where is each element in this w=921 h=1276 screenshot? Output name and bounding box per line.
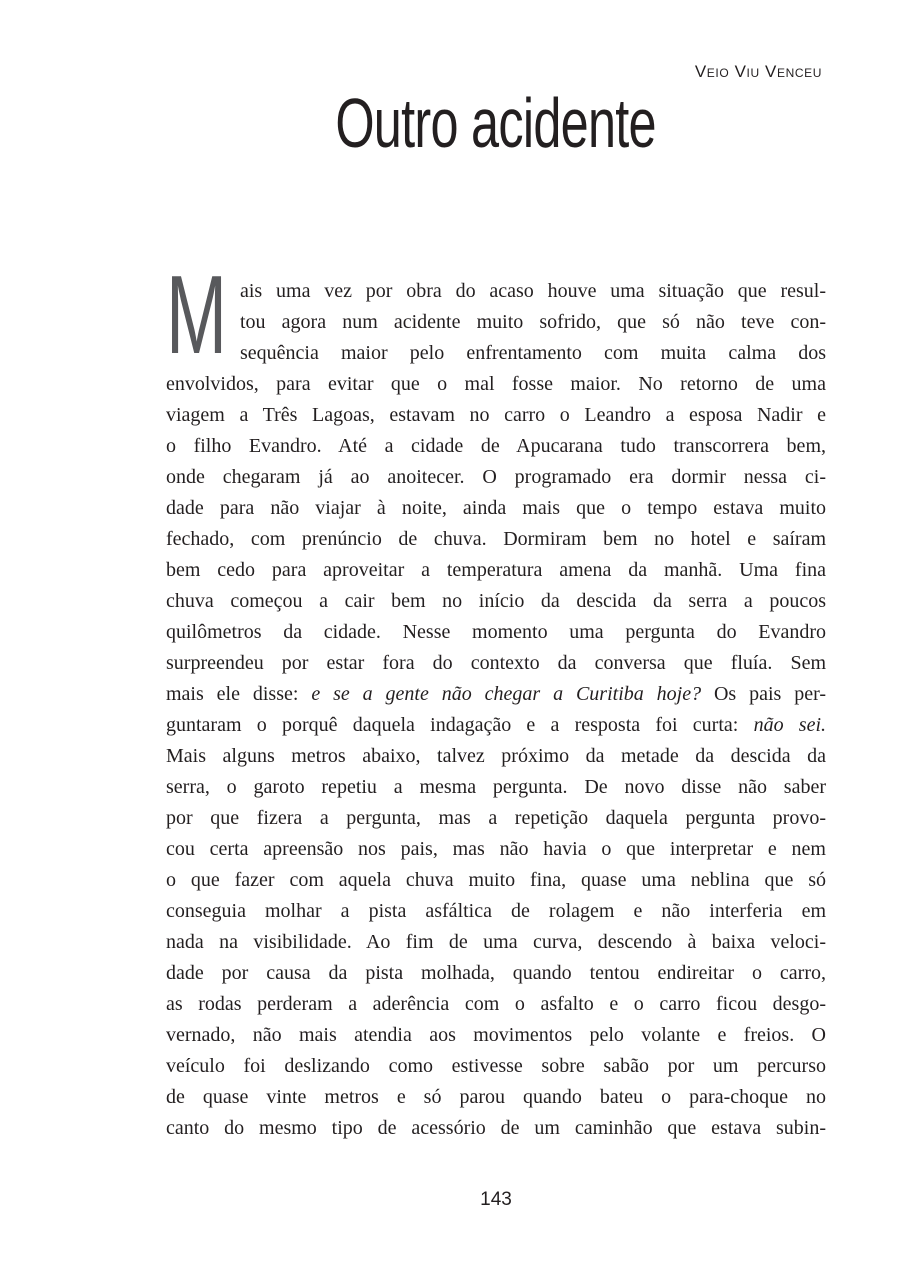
text-line: vernado, não mais atendia aos movimentos pelo volante e freios. O bbox=[166, 1024, 826, 1046]
text-line: mais ele disse: e se a gente não chegar a Curitiba hoje? Os pais per- bbox=[166, 683, 826, 705]
text-line: ais uma vez por obra do acaso houve uma situação que resul- bbox=[240, 280, 826, 302]
page-number: 143 bbox=[480, 1189, 512, 1210]
text-line: veículo foi deslizando como estivesse sobre sabão por um percurso bbox=[166, 1055, 826, 1077]
text-line: guntaram o porquê daquela indagação e a resposta foi curta: não sei. bbox=[166, 714, 826, 736]
text-line: nada na visibilidade. Ao fim de uma curva, descendo à baixa veloci- bbox=[166, 931, 826, 953]
chapter-title bbox=[166, 84, 826, 162]
text-line: Mais alguns metros abaixo, talvez próximo da metade da descida da bbox=[166, 745, 826, 767]
text-line: as rodas perderam a aderência com o asfalto e o carro ficou desgo- bbox=[166, 993, 826, 1015]
drop-cap: M bbox=[166, 253, 228, 377]
text-line: serra, o garoto repetiu a mesma pergunta. De novo disse não saber bbox=[166, 776, 826, 798]
chapter-title-text: Outro acidente bbox=[335, 84, 657, 162]
text-line: onde chegaram já ao anoitecer. O programado era dormir nessa ci- bbox=[166, 466, 826, 488]
text-line: cou certa apreensão nos pais, mas não havia o que interpretar e nem bbox=[166, 838, 826, 860]
text-line: sequência maior pelo enfrentamento com muita calma dos bbox=[240, 342, 826, 364]
text-line: surpreendeu por estar fora do contexto da conversa que fluía. Sem bbox=[166, 652, 826, 674]
running-head: Veio Viu Venceu bbox=[694, 62, 822, 81]
text-line: de quase vinte metros e só parou quando bateu o para-choque no bbox=[166, 1086, 826, 1108]
body-lines bbox=[166, 276, 826, 1144]
text-line: por que fizera a pergunta, mas a repetição daquela pergunta provo- bbox=[166, 807, 826, 829]
text-line: quilômetros da cidade. Nesse momento uma pergunta do Evandro bbox=[166, 621, 826, 643]
text-line: dade por causa da pista molhada, quando tentou endireitar o carro, bbox=[166, 962, 826, 984]
body-text bbox=[166, 253, 826, 1144]
text-line: viagem a Três Lagoas, estavam no carro o Leandro a esposa Nadir e bbox=[166, 404, 826, 426]
text-line: bem cedo para aproveitar a temperatura amena da manhã. Uma fina bbox=[166, 559, 826, 581]
text-line: envolvidos, para evitar que o mal fosse maior. No retorno de uma bbox=[166, 373, 826, 395]
text-line: fechado, com prenúncio de chuva. Dormiram bem no hotel e saíram bbox=[166, 528, 826, 550]
text-line: dade para não viajar à noite, ainda mais que o tempo estava muito bbox=[166, 497, 826, 519]
text-line: canto do mesmo tipo de acessório de um caminhão que estava subin- bbox=[166, 1117, 826, 1139]
text-line: o que fazer com aquela chuva muito fina, quase uma neblina que só bbox=[166, 869, 826, 891]
text-line: chuva começou a cair bem no início da descida da serra a poucos bbox=[166, 590, 826, 612]
text-line: o filho Evandro. Até a cidade de Apucarana tudo transcorrera bem, bbox=[166, 435, 826, 457]
text-line: conseguia molhar a pista asfáltica de rolagem e não interferia em bbox=[166, 900, 826, 922]
text-line: tou agora num acidente muito sofrido, que só não teve con- bbox=[240, 311, 826, 333]
